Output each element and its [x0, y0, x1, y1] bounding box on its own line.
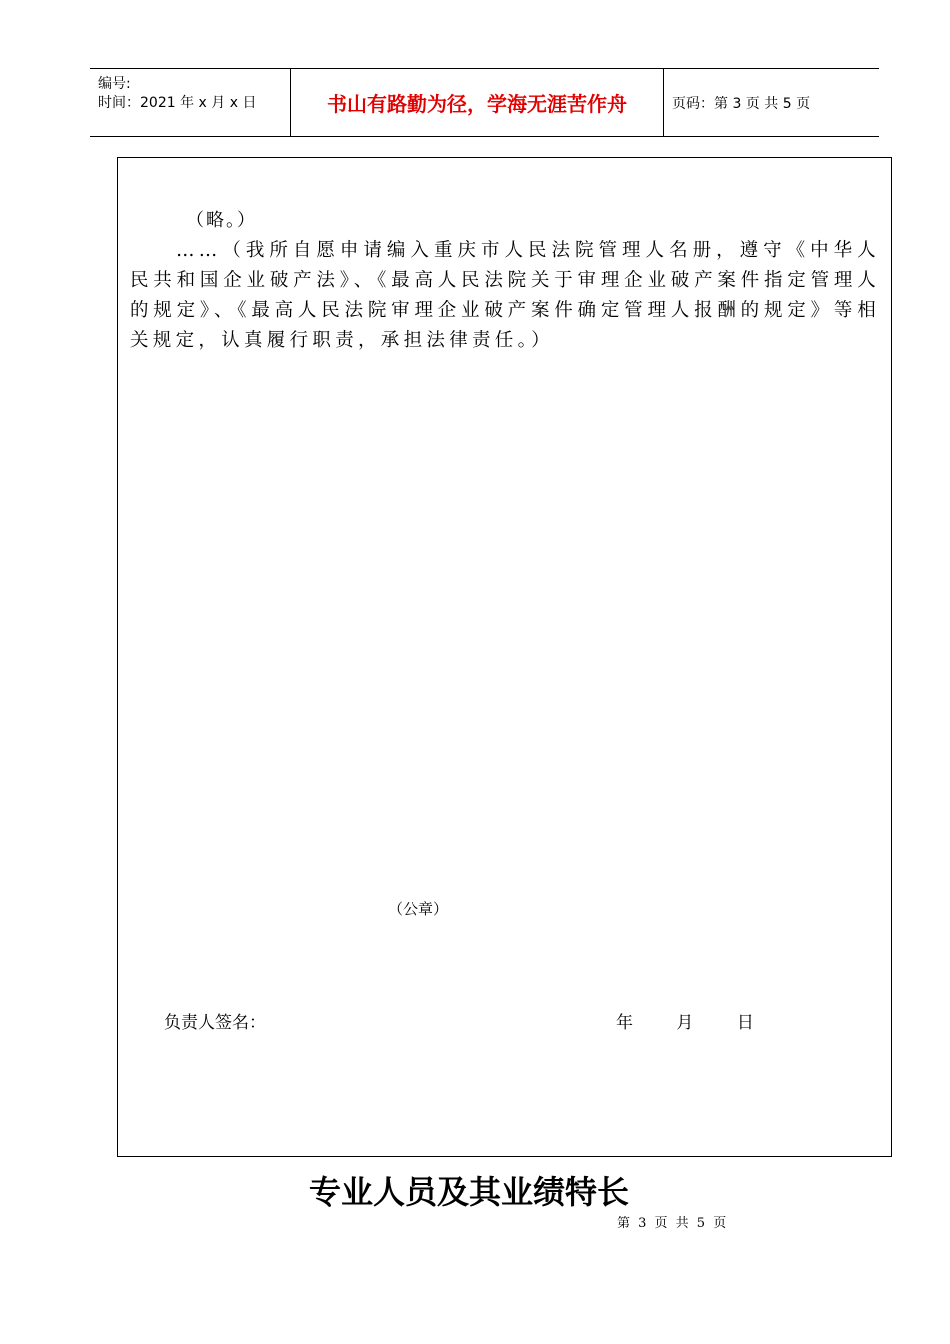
page-header [90, 68, 879, 137]
official-seal-label: （公章） [388, 900, 449, 918]
omitted-note: （略。） [186, 210, 257, 231]
section-title: 专业人员及其业绩特长 [308, 1173, 629, 1211]
document-time-label: 时间：2021 年 x 月 x 日 [98, 95, 257, 111]
month-label: 月 [676, 1013, 694, 1033]
year-label: 年 [616, 1013, 633, 1033]
header-motto: 书山有路勤为径，学海无涯苦作舟 [291, 69, 664, 136]
document-number-label: 编号: [98, 76, 131, 92]
date-fields [616, 1008, 792, 1033]
footer-page-info: 第 3 页 共 5 页 [617, 1216, 729, 1231]
day-label: 日 [736, 1013, 754, 1033]
header-left-cell [90, 69, 291, 136]
section-title-wrap [0, 1167, 950, 1213]
signature-label: 负责人签名： [164, 1013, 266, 1033]
statement-box [117, 157, 892, 1157]
header-page-info: 页码：第 3 页 共 5 页 [672, 96, 811, 112]
statement-paragraph: ……（我所自愿申请编入重庆市人民法院管理人名册，遵守《中华人民共和国企业破产法》、《最高人民法院关于审理企业破产案件指定管理人的规定》、《最高人民法院审理企业破产案件确定管理人报酬的规定》等相关规定，认真履行职责，承担法律责任。） [130, 240, 880, 351]
